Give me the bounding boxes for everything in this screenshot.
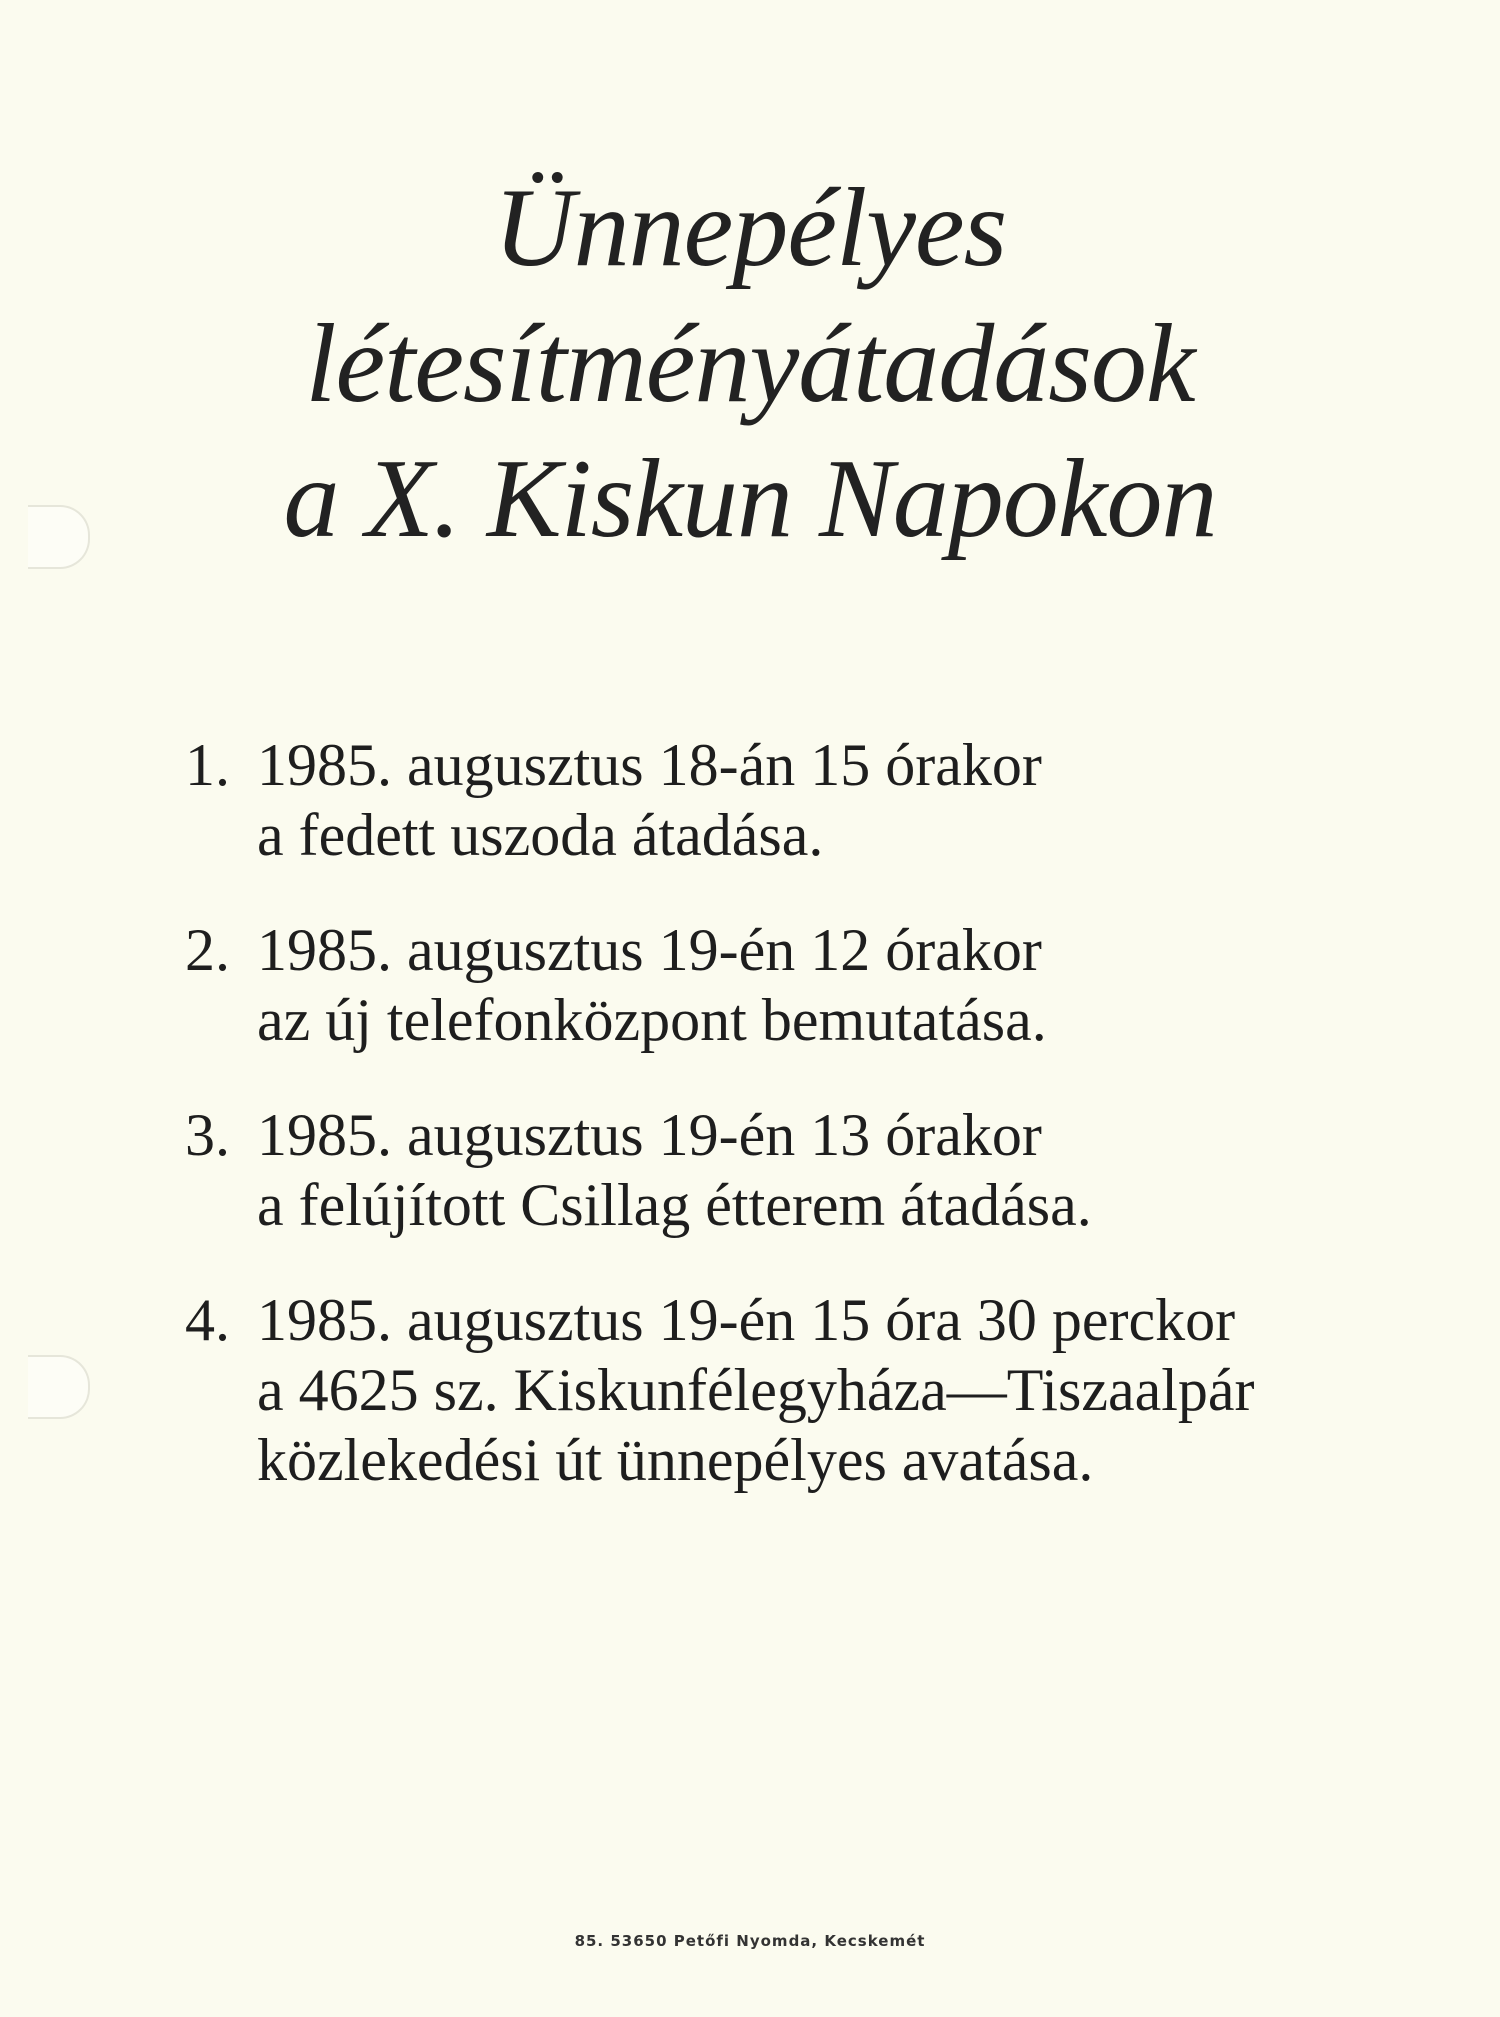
item-number: 3.: [185, 1102, 230, 1168]
item-description: a fedett uszoda átadása.: [257, 802, 824, 868]
list-item: [185, 1285, 1255, 1495]
item-date-time: 1985. augusztus 19-én 12 órakor: [257, 917, 1042, 983]
item-date-time: 1985. augusztus 18-án 15 órakor: [257, 732, 1042, 798]
item-date-time: 1985. augusztus 19-én 13 órakor: [257, 1102, 1042, 1168]
item-description: a felújított Csillag étterem átadása.: [257, 1172, 1092, 1238]
punch-hole-decoration: [28, 1355, 90, 1419]
title-line-3: a X. Kiskun Napokon: [283, 437, 1217, 561]
list-item: [185, 1100, 1092, 1240]
item-description: a 4625 sz. Kiskunfélegyháza—Tiszaalpár: [257, 1357, 1255, 1423]
item-date-time: 1985. augusztus 19-én 15 óra 30 perckor: [257, 1287, 1236, 1353]
item-description: az új telefonközpont bemutatása.: [257, 987, 1047, 1053]
item-number: 4.: [185, 1287, 230, 1353]
printer-imprint: 85. 53650 Petőfi Nyomda, Kecskemét: [574, 1932, 926, 1950]
list-item: [185, 915, 1047, 1055]
item-description-continued: közlekedési út ünnepélyes avatása.: [257, 1427, 1094, 1493]
list-item: [185, 730, 1042, 870]
item-number: 1.: [185, 732, 230, 798]
title-line-1: Ünnepélyes: [493, 166, 1007, 290]
item-number: 2.: [185, 917, 230, 983]
title-line-2: létesítményátadások: [305, 302, 1195, 426]
